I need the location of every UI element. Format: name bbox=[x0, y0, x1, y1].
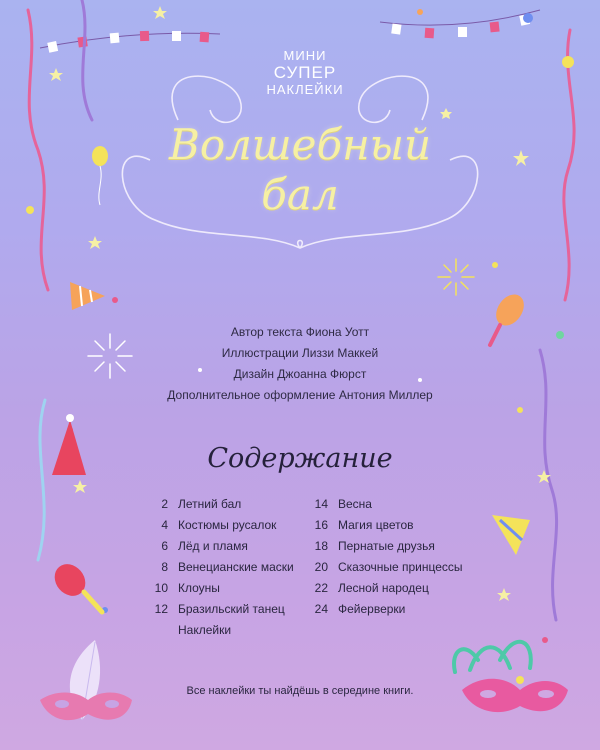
list-item[interactable] bbox=[146, 493, 294, 514]
section-title: Лёд и пламя bbox=[178, 538, 248, 553]
section-title: Сказочные принцессы bbox=[338, 559, 463, 574]
contents-right-column bbox=[306, 493, 463, 619]
credit-illustrations: Иллюстрации Лиззи Маккей bbox=[221, 346, 379, 360]
list-item[interactable] bbox=[146, 556, 294, 577]
list-item[interactable] bbox=[306, 514, 463, 535]
section-title: Лесной народец bbox=[338, 580, 429, 595]
section-title: Фейерверки bbox=[338, 601, 406, 616]
page-number: 16 bbox=[314, 517, 328, 532]
page-number: 24 bbox=[314, 601, 328, 616]
page-number: 18 bbox=[314, 538, 328, 553]
section-title: Клоуны bbox=[178, 580, 220, 595]
credit-additional-design: Дополнительное оформление Антония Миллер bbox=[167, 388, 433, 402]
list-item[interactable] bbox=[146, 514, 294, 535]
balloon-icon bbox=[92, 146, 108, 205]
list-item[interactable] bbox=[306, 493, 463, 514]
list-item[interactable] bbox=[306, 535, 463, 556]
credit-design: Дизайн Джоанна Фюрст bbox=[233, 367, 367, 381]
section-title: Костюмы русалок bbox=[178, 517, 277, 532]
page-number: 12 bbox=[154, 601, 168, 616]
credits bbox=[150, 322, 450, 406]
contents-heading: Содержание bbox=[207, 443, 393, 474]
list-item[interactable] bbox=[146, 598, 294, 619]
list-item[interactable] bbox=[146, 577, 294, 598]
page-number: 4 bbox=[161, 517, 168, 532]
contents-left-column bbox=[146, 493, 294, 640]
section-title: Летний бал bbox=[178, 496, 242, 511]
section-title: Венецианские маски bbox=[178, 559, 294, 574]
series-line-1: МИНИ bbox=[283, 48, 327, 63]
credit-author: Автор текста Фиона Уотт bbox=[230, 325, 370, 339]
page-number: 14 bbox=[314, 496, 328, 511]
section-title: Весна bbox=[338, 496, 372, 511]
page-number: 20 bbox=[314, 559, 328, 574]
page-number: 8 bbox=[161, 559, 168, 574]
list-item[interactable] bbox=[306, 556, 463, 577]
page-number: 22 bbox=[314, 580, 328, 595]
bunting-icon bbox=[40, 10, 540, 53]
section-title: Магия цветов bbox=[338, 517, 414, 532]
page-number: 10 bbox=[154, 580, 168, 595]
series-line-2: СУПЕР bbox=[273, 63, 337, 82]
page-number: 6 bbox=[161, 538, 168, 553]
list-item[interactable] bbox=[306, 577, 463, 598]
footer-note: Все наклейки ты найдёшь в середине книги. bbox=[186, 685, 414, 697]
section-title: Наклейки bbox=[178, 622, 232, 637]
list-item[interactable] bbox=[146, 535, 294, 556]
list-item[interactable] bbox=[306, 598, 463, 619]
book-title-line-1: Волшебный bbox=[168, 120, 432, 169]
list-item-stickers[interactable] bbox=[146, 619, 294, 640]
section-title: Пернатые друзья bbox=[338, 538, 435, 553]
page-number: 2 bbox=[161, 496, 168, 511]
book-title-line-2: бал bbox=[261, 170, 339, 219]
series-logo bbox=[250, 48, 360, 97]
book-title bbox=[130, 120, 470, 220]
carnival-mask-icon bbox=[40, 642, 568, 720]
section-title: Бразильский танец bbox=[178, 601, 285, 616]
series-line-3: НАКЛЕЙКИ bbox=[266, 82, 344, 97]
